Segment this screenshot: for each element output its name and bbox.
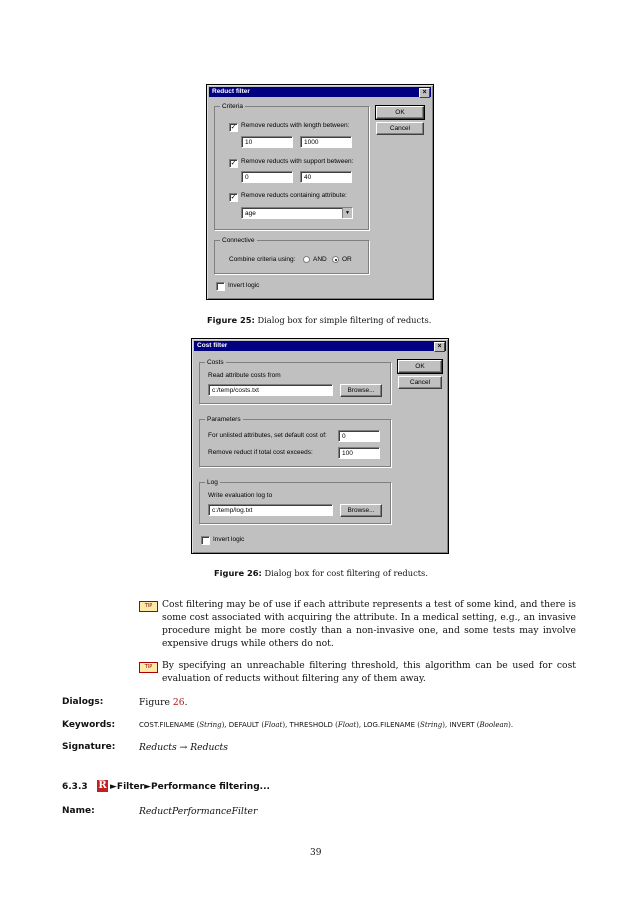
figure-26-text: Dialog box for cost filtering of reducts. [264, 568, 428, 578]
costs-group-label: Costs [207, 359, 224, 366]
figure-25-caption [207, 315, 431, 325]
figure-26-label: Figure 26: [214, 568, 262, 578]
max-cost-label: Remove reduct if total cost exceeds: [208, 449, 313, 456]
tip-icon: TIP [139, 601, 158, 612]
log-group-label: Log [207, 479, 218, 486]
length-checkbox[interactable]: ✓ [230, 124, 237, 131]
section-title: ►Filter►Performance filtering... [110, 782, 270, 792]
chevron-down-icon[interactable]: ▼ [342, 208, 352, 218]
page-number: 39 [310, 848, 322, 858]
dialogs-value [139, 697, 188, 708]
r-icon: R [98, 780, 107, 791]
name-term: Name: [62, 806, 95, 816]
cost-dialog-title: Cost filter [194, 341, 446, 351]
costs-path-input[interactable]: c:/temp/costs.txt [208, 384, 333, 396]
support-label: Remove reducts with support between: [241, 158, 354, 165]
and-label: AND [313, 256, 327, 263]
invert-logic-label: Invert logic [228, 282, 260, 289]
ok-button[interactable]: OK [398, 360, 442, 373]
figure-26-link[interactable]: 26 [172, 697, 185, 708]
attribute-select[interactable] [241, 207, 353, 219]
write-log-label: Write evaluation log to [208, 492, 273, 499]
criteria-group-label: Criteria [222, 103, 243, 110]
dialogs-suffix: . [184, 697, 188, 708]
tip-icon: TIP [139, 662, 158, 673]
length-min-input[interactable]: 10 [241, 136, 293, 148]
keyword-type: Boolean [479, 721, 509, 729]
parameters-group-label: Parameters [207, 416, 241, 423]
attribute-checkbox[interactable]: ✓ [230, 194, 237, 201]
cost-filter-dialog [191, 338, 449, 554]
close-icon[interactable]: × [434, 342, 445, 352]
ok-button[interactable]: OK [376, 106, 424, 119]
log-group [199, 479, 391, 524]
costs-group [199, 359, 391, 404]
length-max-input[interactable]: 1000 [300, 136, 352, 148]
keyword-cost-filename: COST.FILENAME [139, 721, 195, 729]
figure-25-label: Figure 25: [207, 315, 255, 325]
figure-26-caption [214, 568, 428, 578]
keywords-term: Keywords: [62, 720, 116, 730]
cancel-button[interactable]: Cancel [376, 122, 424, 135]
signature-value: Reducts → Reducts [139, 742, 228, 753]
tip-threshold: By specifying an unreachable filtering threshold, this algorithm can be used for cost evaluation of reducts without filtering any of them away. [162, 660, 576, 684]
keyword-default: DEFAULT [228, 721, 260, 729]
cancel-button[interactable]: Cancel [398, 376, 442, 389]
dialogs-prefix: Figure [139, 697, 173, 708]
connective-group-label: Connective [222, 237, 255, 244]
support-checkbox[interactable]: ✓ [230, 160, 237, 167]
name-value: ReductPerformanceFilter [139, 806, 258, 817]
invert-logic-checkbox[interactable] [201, 536, 210, 545]
signature-term: Signature: [62, 742, 116, 752]
or-label: OR [342, 256, 352, 263]
read-costs-label: Read attribute costs from [208, 372, 281, 379]
keywords-value: COST.FILENAME (String), DEFAULT (Float), THRESHOLD (Float), LOG.FILENAME (String), INVERT (Boolean). [139, 721, 514, 729]
dialogs-term: Dialogs: [62, 697, 104, 707]
keyword-log-filename: LOG.FILENAME [363, 721, 416, 729]
attribute-select-value: age [245, 210, 256, 217]
figure-25-text: Dialog box for simple filtering of reducts. [257, 315, 432, 325]
keyword-type: String [199, 721, 222, 729]
keyword-type: Float [337, 721, 357, 729]
or-radio[interactable] [332, 256, 339, 263]
section-number: 6.3.3 [62, 782, 88, 792]
reduct-filter-dialog [206, 84, 434, 300]
connective-group [214, 237, 369, 274]
keyword-threshold: THRESHOLD [289, 721, 333, 729]
browse-log-button[interactable]: Browse... [340, 504, 382, 517]
browse-costs-button[interactable]: Browse... [340, 384, 382, 397]
parameters-group [199, 416, 391, 467]
keyword-invert: INVERT [449, 721, 475, 729]
default-cost-label: For unlisted attributes, set default cost of: [208, 432, 327, 439]
close-icon[interactable]: × [419, 88, 430, 98]
combine-label: Combine criteria using: [229, 256, 296, 263]
length-label: Remove reducts with length between: [241, 122, 350, 129]
keyword-type: Float [264, 721, 283, 729]
invert-logic-checkbox[interactable] [216, 282, 225, 291]
default-cost-input[interactable]: 0 [338, 430, 380, 442]
keyword-type: String [420, 721, 443, 729]
support-max-input[interactable]: 40 [300, 171, 352, 183]
max-cost-input[interactable]: 100 [338, 447, 380, 459]
log-path-input[interactable]: c:/temp/log.txt [208, 504, 333, 516]
support-min-input[interactable]: 0 [241, 171, 293, 183]
reduct-dialog-title: Reduct filter [209, 87, 431, 97]
criteria-group [214, 103, 369, 230]
and-radio[interactable] [303, 256, 310, 263]
tip-cost-filtering: Cost filtering may be of use if each attribute represents a test of some kind, and there is some cost associated with acquiring the attribute. In a medical setting, e.g., an invasive procedure might be more costly than a non-invasive one, and some tests may involve expensive drugs while others do not. [162, 599, 576, 649]
invert-logic-label: Invert logic [213, 536, 245, 543]
attribute-label: Remove reducts containing attribute: [241, 192, 347, 199]
